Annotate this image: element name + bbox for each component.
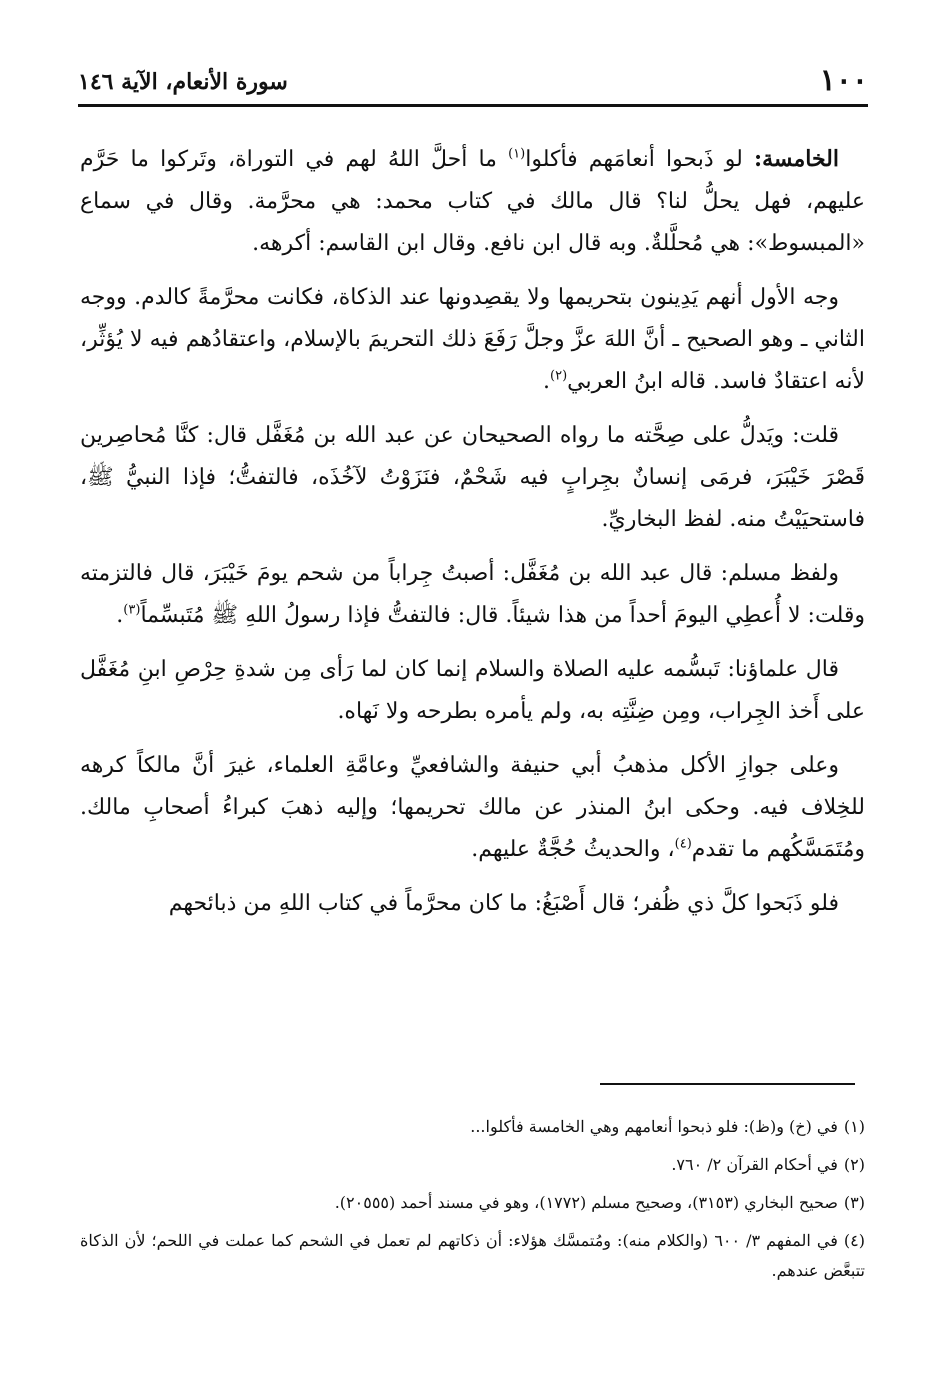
paragraph-2 [80, 277, 865, 403]
footnote-ref-3: (٣) [123, 602, 141, 618]
footnote-4 [80, 1226, 865, 1286]
paragraph-lead: الخامسة: [753, 146, 839, 172]
footnote-text: في (خ) و(ظ): فلو ذبحوا أنعامهم وهي الخامسة فأكلوا... [470, 1117, 838, 1136]
paragraph-text: ما أحلَّ اللهُ لهم في التوراة، وتَركوا ما حَرَّم عليهم، فهل يحلُّ لنا؟ قال مالك في كتاب محمد: هي محرَّمة. وقال في سماع «المبسوط»: هي مُحلَّلةٌ. وبه قال ابن نافع. وقال ابن القاسم: أكرهه. [80, 147, 865, 256]
footnote-mark: (٤) [843, 1231, 865, 1250]
paragraph-text: ولفظ مسلم: قال عبد الله بن مُغَفَّل: أصبتُ جِراباً من شحم يومَ خَيْبَرَ، قال فالتزمته وقلت: لا أُعطِي اليومَ أحداً من هذا شيئاً. قال: فالتفتُّ فإذا رسولُ اللهِ ﷺ مُتَبسِّماً [80, 561, 865, 628]
footnote-mark: (٣) [843, 1193, 865, 1212]
paragraph-text: . [543, 369, 550, 394]
paragraph-text: قال علماؤنا: تَبسُّمه عليه الصلاة والسلام إنما كان لما رَأى مِن شدةِ حِرْصِ ابنِ مُغَفَّل على أَخذ الجِراب، ومِن ضِنَّتِه به، ولم يأمره بطرحه ولا نَهاه. [80, 657, 865, 724]
paragraph-text: وعلى جوازِ الأكل مذهبُ أبي حنيفة والشافعيِّ وعامَّةِ العلماء، غيرَ أنَّ مالكاً كرهه للخِلاف فيه. وحكى ابنُ المنذر عن مالك تحريمها؛ وإليه ذهبَ كبراءُ أصحابِ مالك. ومُتَمَسَّكُهم ما تقدم [80, 753, 865, 862]
header-rule [78, 104, 868, 107]
paragraph-text: قلت: ويَدلُّ على صِحَّته ما رواه الصحيحان عن عبد الله بن مُغَفَّل قال: كنَّا مُحاصِرين قَصْرَ خَيْبَرَ، فرمَى إنسانٌ بجِرابٍ فيه شَحْمٌ، فنَزَوْتُ لآخُذَه، فالتفتُّ؛ فإذا النبيُّ ﷺ، فاستحيَيْتُ منه. لفظ البخاريِّ. [80, 423, 865, 532]
footnote-mark: (١) [843, 1117, 865, 1136]
paragraph-7 [80, 883, 865, 925]
footnote-text: في المفهم ٣/ ٦٠٠ (والكلام منه): ومُتمسَّك هؤلاء: أن ذكاتهم لم تعمل في الشحم كما عملت في اللحم؛ لأن الذكاة تتبعَّض عندهم. [80, 1231, 865, 1280]
paragraph-4 [80, 553, 865, 637]
footnote-2 [80, 1150, 865, 1180]
footnote-rule [600, 1083, 855, 1085]
paragraph-text: فلو ذَبَحوا كلَّ ذي ظُفر؛ قال أَصْبَغُ: ما كان محرَّماً في كتاب اللهِ من ذبائحهم [168, 891, 839, 916]
footnote-ref-2: (٢) [550, 368, 568, 384]
paragraph-text: ، والحديثُ حُجَّةٌ عليهم. [471, 837, 675, 862]
paragraph-text: لو ذَبحوا أنعامَهم فأكلوا [525, 147, 754, 172]
footnote-ref-1: (١) [508, 146, 526, 162]
paragraph-1 [80, 138, 865, 265]
paragraph-6 [80, 745, 865, 871]
footnote-text: في أحكام القرآن ٢/ ٧٦٠. [671, 1155, 838, 1174]
footnote-mark: (٢) [843, 1155, 865, 1174]
paragraph-text: وجه الأول أنهم يَدِينون بتحريمها ولا يقصِدونها عند الذكاة، فكانت محرَّمةً كالدم. ووجه الثاني ـ وهو الصحيح ـ أنَّ اللهَ عزَّ وجلَّ رَفَعَ ذلك التحريمَ بالإسلام، واعتقادُهم فيه لا يُؤثِّر، لأنه اعتقادٌ فاسد. قاله ابنُ العربي [80, 285, 865, 394]
paragraph-text: . [116, 603, 124, 628]
footnotes [80, 1112, 865, 1294]
page-header [78, 62, 868, 100]
footnote-ref-4: (٤) [674, 836, 692, 852]
paragraph-5 [80, 649, 865, 733]
footnote-1 [80, 1112, 865, 1142]
footnote-text: صحيح البخاري (٣١٥٣)، وصحيح مسلم (١٧٧٢)، وهو في مسند أحمد (٢٠٥٥٥). [334, 1193, 838, 1212]
main-text [80, 138, 865, 937]
footnote-3 [80, 1188, 865, 1218]
running-title: سورة الأنعام، الآية ١٤٦ [78, 69, 288, 95]
paragraph-3 [80, 415, 865, 541]
page-number: ١٠٠ [819, 63, 868, 98]
